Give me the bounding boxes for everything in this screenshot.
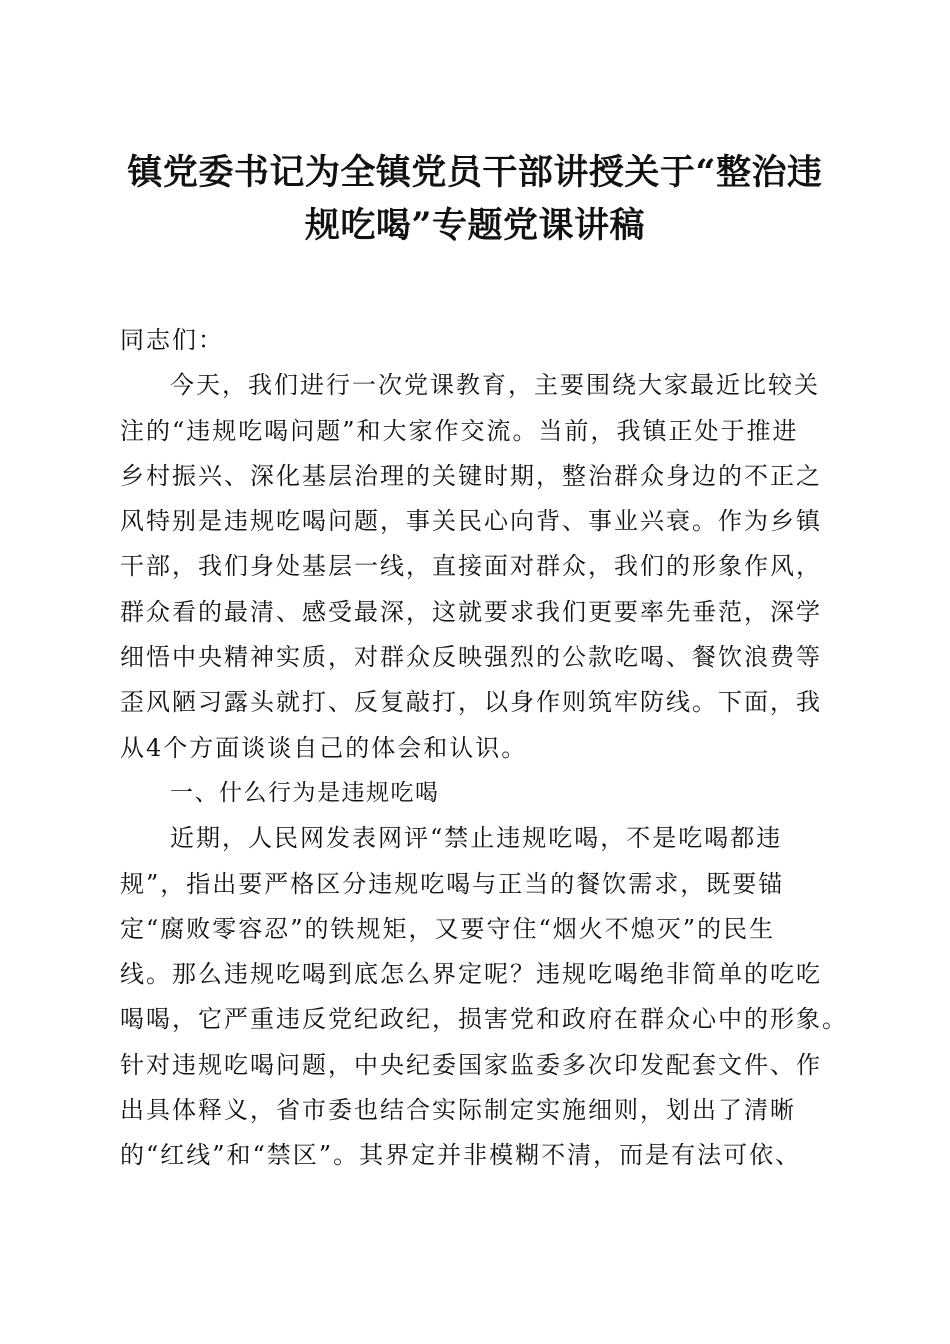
salutation: 同志们：: [120, 326, 224, 354]
paragraph-line: 注的“违规吃喝问题”和大家作交流。当前，我镇正处于推进: [120, 416, 799, 445]
paragraph-line: 规”，指出要严格区分违规吃喝与正当的餐饮需求，既要锚: [120, 869, 785, 898]
paragraph-intro: [120, 363, 860, 771]
paragraph-section-1: [120, 816, 860, 1178]
paragraph-line: 喝喝，它严重违反党纪政纪，损害党和政府在群众心中的形象。: [120, 1005, 848, 1034]
paragraph-line: 从4个方面谈谈自己的体会和认识。: [120, 733, 528, 762]
paragraph-line: 风特别是违规吃喝问题，事关民心向背、事业兴衰。作为乡镇: [120, 507, 822, 536]
paragraph-line: 线。那么违规吃喝到底怎么界定呢？违规吃喝绝非简单的吃吃: [120, 960, 822, 989]
paragraph-line: 今天，我们进行一次党课教育，主要围绕大家最近比较关: [170, 371, 820, 400]
paragraph-line: 干部，我们身处基层一线，直接面对群众，我们的形象作风，: [120, 552, 822, 581]
document-title: [110, 146, 840, 252]
document-body: [120, 318, 860, 1179]
paragraph-line: 的“红线”和“禁区”。其界定并非模糊不清，而是有法可依、: [120, 1141, 802, 1170]
paragraph-line: 乡村振兴、深化基层治理的关键时期，整治群众身边的不正之: [120, 461, 822, 490]
paragraph-line: 出具体释义，省市委也结合实际制定实施细则，划出了清晰: [120, 1096, 796, 1125]
paragraph-line: 歪风陋习露头就打、反复敲打，以身作则筑牢防线。下面，我: [120, 688, 822, 717]
paragraph-line: 定“腐败零容忍”的铁规矩，又要守住“烟火不熄灭”的民生: [120, 914, 776, 943]
paragraph-line: 群众看的最清、感受最深，这就要求我们更要率先垂范，深学: [120, 597, 822, 626]
title-line: 规吃喝”专题党课讲稿: [304, 205, 646, 246]
paragraph-line: 针对违规吃喝问题，中央纪委国家监委多次印发配套文件、作: [120, 1050, 822, 1079]
paragraph-line: 近期，人民网发表网评“禁止违规吃喝，不是吃喝都违: [170, 824, 783, 853]
section-heading: 一、什么行为是违规吃喝: [170, 779, 440, 806]
title-line: 镇党委书记为全镇党员干部讲授关于“整治违: [127, 152, 823, 193]
paragraph-line: 细悟中央精神实质，对群众反映强烈的公款吃喝、餐饮浪费等: [120, 643, 822, 672]
